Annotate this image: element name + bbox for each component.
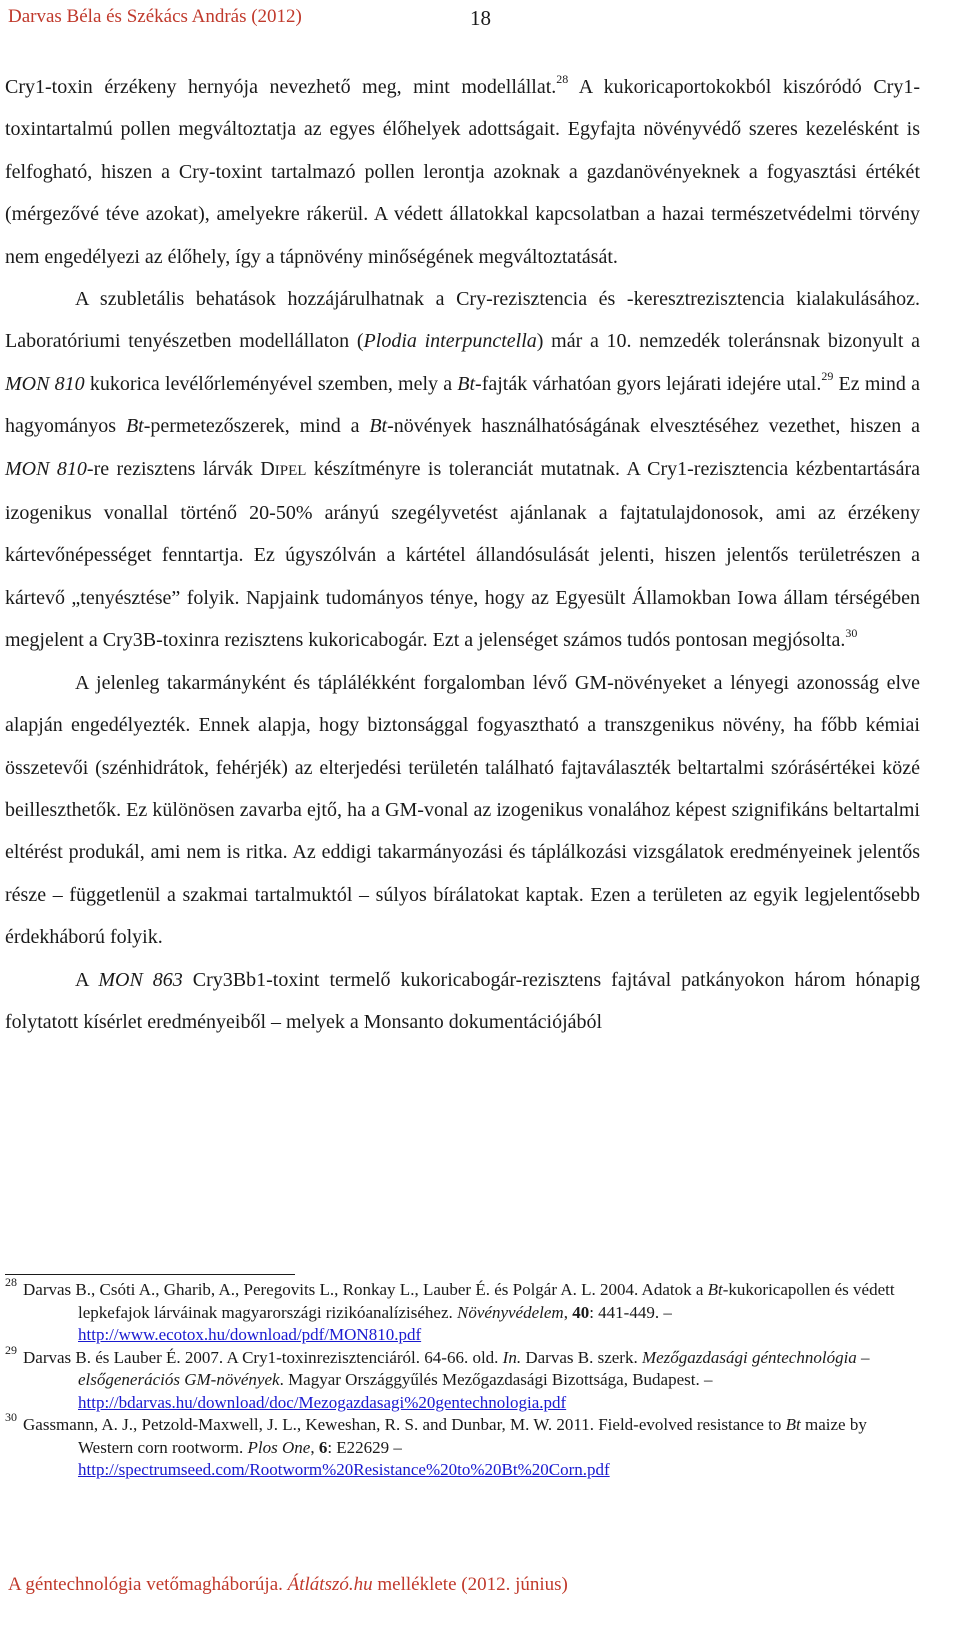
page-number: 18 bbox=[470, 6, 491, 30]
footnote-ref-28[interactable]: 28 bbox=[556, 72, 569, 87]
running-footer: A géntechnológia vetőmagháborúja. Átlátszó.hu melléklete (2012. június) bbox=[8, 1574, 568, 1595]
footnote-separator bbox=[5, 1274, 295, 1275]
main-body-text bbox=[5, 66, 920, 1043]
paragraph-3: A jelenleg takarmányként és táplálékként forgalomban lévő GM-növényeket a lényegi azonosság elve alapján engedélyezték. Ennek alapja, hogy biztonsággal fogyasztható a transzgenikus növény, ha főbb kémiai összetevői (szénhidrátok, fehérjék) az elterjedési területén található fajtaválaszték beltartalmi szórásértékei közé beilleszthetők. Ez különösen zavarba ejtő, ha a GM-vonal az izogenikus vonalához képest szignifikáns beltartalmi eltérést produkál, ami nem is ritka. Az eddigi takarmányozási és táplálkozási vizsgálatok eredményeinek jelentős része – függetlenül a szakmai tartalmuktól – súlyos bírálatokat kaptak. Ezen a területen az egyik legjelentősebb érdekháború folyik. bbox=[5, 671, 920, 949]
footnote-29: $^{29}$ Darvas B. és Lauber É. 2007. A Cry1-toxinrezisztenciáról. 64-66. old. In. Darvas B. szerk. Mezőgazdasági géntechnológia – elsőgenerációs GM-növények. Magyar Országgyűlés Mezőgazdasági Bizottsága, Budapest. – http://bdarvas.hu/download/doc/Mezogazdasagi%20gentechnologia.pdf bbox=[5, 1342, 870, 1412]
paragraph-2: A szubletális behatások hozzájárulhatnak a Cry-rezisztencia és -keresztrezisztencia kialakulásához. Laboratóriumi tenyészetben modellállaton (Plodia interpunctella) már a 10. nemzedék toleránsnak bizonyult a MON 810 kukorica levélőrleményével szemben, mely a Bt-fajták várhatóan gyors lejárati idejére utal.$^{29}$ Ez mind a hagyományos Bt-permetezőszerek, mind a Bt-növények használhatóságának elvesztéséhez vezethet, hiszen a MON 810-re rezisztens lárvák DIPEL készítményre is toleranciát mutatnak. A Cry1-rezisztencia kézbentartására izogenikus vonallal történő 20-50% arányú szegélyvetést ajánlanak a fajtatulajdonosok, ami az érzékeny kártevőnépességet fenntartja. Ez úgyszólván a kártétel állandósulását jelenti, hiszen jelentős területrészen a kártevő „tenyésztése” folyik. Napjaink tudományos ténye, hogy az Egyesült Államokban Iowa állam térségében megjelent a Cry3B-toxinra rezisztens kukoricabogár. Ezt a jelenséget számos tudós pontosan megjósolta.$^{30}$ bbox=[5, 288, 920, 652]
footnote-link-30[interactable]: http://spectrumseed.com/Rootworm%20Resistance%20to%20Bt%20Corn.pdf bbox=[78, 1460, 610, 1479]
running-header-author: Darvas Béla és Székács András (2012) bbox=[8, 6, 302, 27]
footnote-ref-29[interactable]: 29 bbox=[821, 369, 834, 384]
footnote-28: $^{28}$ Darvas B., Csóti A., Gharib, A., Peregovits L., Ronkay L., Lauber É. és Polgár A. L. 2004. Adatok a Bt-kukoricapollen és védett lepkefajok lárváinak magyarországi rizikóanalíziséhez. Növényvédelem, 40: 441-449. – http://www.ecotox.hu/download/pdf/MON810.pdf bbox=[5, 1275, 895, 1344]
footnotes bbox=[5, 1275, 920, 1482]
paragraph-4: A MON 863 Cry3Bb1-toxint termelő kukoricabogár-rezisztens fajtával patkányokon három hónapig folytatott kísérlet eredményeiből – melyek a Monsanto dokumentációjából bbox=[5, 968, 920, 1033]
footnote-ref-30[interactable]: 30 bbox=[845, 625, 858, 640]
footnote-link-28[interactable]: http://www.ecotox.hu/download/pdf/MON810.pdf bbox=[78, 1325, 422, 1344]
paragraph-1: Cry1-toxin érzékeny hernyója nevezhető meg, mint modellállat.$^{28}$ A kukoricaportokokból kiszóródó Cry1-toxintartalmú pollen megváltoztatja az egyes élőhelyek adottságait. Egyfajta növényvédő szeres kezelésként is felfogható, hiszen a Cry-toxint tartalmazó pollen lerontja azoknak a gazdanövényeknek a fogyasztási értékét (mérgezővé téve azokat), amelyekre rákerül. A védett állatokkal kapcsolatban a hazai természetvédelmi törvény nem engedélyezi az élőhely, így a tápnövény minőségének megváltoztatását. bbox=[5, 72, 920, 268]
footnote-link-29[interactable]: http://bdarvas.hu/download/doc/Mezogazdasagi%20gentechnologia.pdf bbox=[78, 1392, 567, 1412]
footnote-30: $^{30}$ Gassmann, A. J., Petzold-Maxwell, J. L., Keweshan, R. S. and Dunbar, M. W. 2011. Field-evolved resistance to Bt maize by Western corn rootworm. Plos One, 6: E22629 – http://spectrumseed.com/Rootworm%20Resistance%20to%20Bt%20Corn.pdf bbox=[5, 1410, 867, 1479]
